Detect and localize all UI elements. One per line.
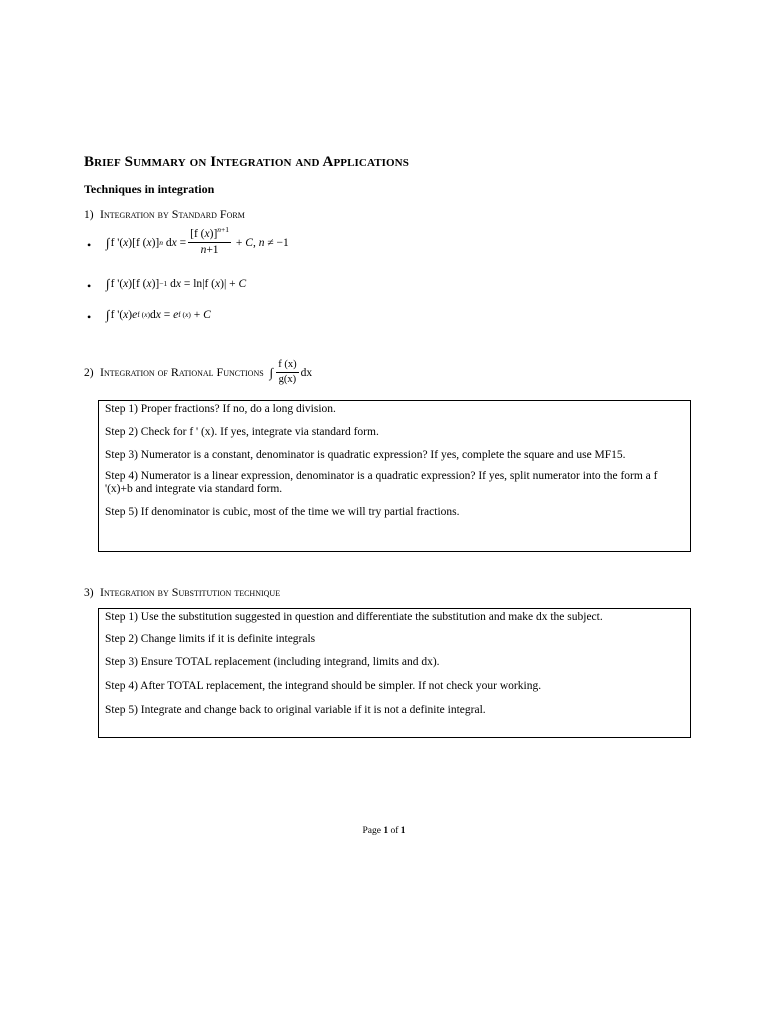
step-item: Step 5) Integrate and change back to original variable if it is not a definite integral.	[105, 704, 486, 716]
step-item: Step 1) Use the substitution suggested in question and differentiate the substitution and make dx the subject.	[105, 611, 603, 623]
section-3-heading	[84, 585, 280, 600]
rational-dx: dx	[300, 366, 313, 379]
formula-log-rule: ∫ f '( x )[f ( x )] −1 d x = ln|f ( x )| + C	[106, 276, 247, 291]
rational-integral: ∫ $\frac{f (x)}{g(x)}$ dx	[269, 359, 313, 386]
step-item: Step 1) Proper fractions? If no, do a long division.	[105, 403, 336, 415]
section-2-title: Integration of Rational Functions	[100, 365, 264, 380]
step-item: Step 3) Ensure TOTAL replacement (including integrand, limits and dx).	[105, 656, 440, 668]
step-item: Step 4) After TOTAL replacement, the integrand should be simpler. If not check your working.	[105, 680, 542, 692]
rational-denominator: g(x)	[278, 374, 297, 386]
step-item: Step 3) Numerator is a constant, denominator is quadratic expression? If yes, complete the square and use MF15.	[105, 449, 626, 461]
footer-page-word: Page	[362, 826, 381, 836]
page-title: Brief Summary on Integration and Applications	[84, 154, 409, 170]
substitution-steps-box	[98, 608, 691, 738]
footer-total-pages: 1	[400, 826, 406, 836]
bullet-3: •	[87, 310, 92, 324]
footer-current-page: 1	[383, 826, 389, 836]
section-subtitle: Techniques in integration	[84, 182, 215, 196]
footer-of-word: of	[390, 826, 399, 836]
page-footer	[0, 826, 768, 836]
bullet-1: •	[87, 238, 92, 252]
section-2-number: 2)	[84, 366, 94, 379]
section-2-heading	[84, 359, 312, 386]
step-item: Step 4) Numerator is a linear expression, denominator is a quadratic expression? If yes, split numerator into the form a f '(x)+b and integrate via standard form.	[105, 470, 658, 495]
rational-numerator: f (x)	[276, 359, 298, 373]
section-3-number: 3)	[84, 587, 94, 599]
bullet-2: •	[87, 279, 92, 293]
section-1-title: Integration by Standard Form	[100, 207, 245, 221]
section-1-number: 1)	[84, 209, 94, 221]
section-1-heading	[84, 207, 245, 222]
step-item: Step 2) Check for f ' (x). If yes, integrate via standard form.	[105, 426, 379, 438]
section-3-title: Integration by Substitution technique	[100, 585, 281, 599]
formula-power-rule: ∫ f '( x )[f ( x )] n d x = $\frac{[f (x)]^{n+1}}{n+1}$ + C , n ≠ −1	[106, 225, 289, 257]
formula-exp-rule: ∫ f '( x ) e f (x) d x = e f (x) + C	[106, 307, 211, 322]
rational-steps-box	[98, 400, 691, 552]
step-item: Step 5) If denominator is cubic, most of the time we will try partial fractions.	[105, 506, 460, 518]
step-item: Step 2) Change limits if it is definite integrals	[105, 633, 316, 645]
